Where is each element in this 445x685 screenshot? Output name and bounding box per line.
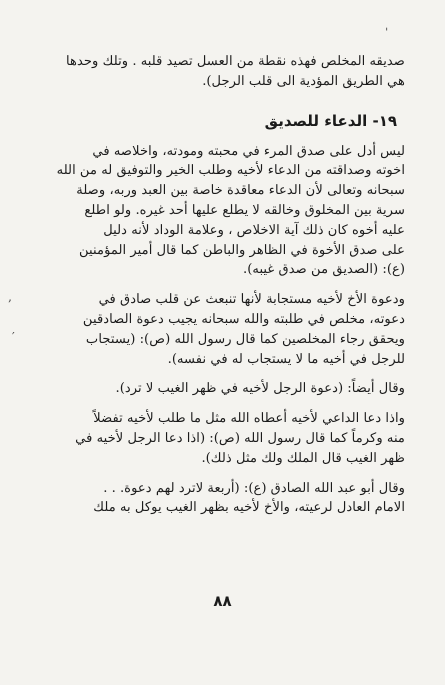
margin-mark: ˌ — [385, 18, 389, 32]
text-line: اخوته وصداقته من الدعاء لأخيه وطلب الخير والتوفيق له من الله — [56, 163, 405, 179]
text-line: (ع): (الصديق من صدق غيبه). — [243, 262, 405, 278]
text-line: صديقه المخلص فهذه نقطة من العسل تصيد قلبه . وتلك وحدها — [66, 54, 405, 69]
text-line: سرية بين المخلوق وخالقه لا يطلع عليها أحد غيره. ولو اطلع — [84, 202, 405, 218]
margin-mark: ‚ — [8, 290, 12, 304]
text-line: الامام العادل لرعيته، والأخ لأخيه بظهر الغيب يوكل به ملك — [93, 500, 405, 516]
paragraph-5 — [26, 479, 405, 519]
text-line: سبحانه وتعالى لأن الدعاء معاقدة خاصة بين العبد وربه، وصلة — [76, 183, 405, 199]
text-line: واذا دعا الداعي لأخيه أعطاه الله مثل ما طلب لأخيه تفضلاً — [93, 411, 405, 427]
text-line: هي الطريق المؤدية الى قلب الرجل). — [202, 73, 405, 89]
text-line: ظهر الغيب قال الملك ولك مثل ذلك). — [201, 450, 405, 466]
section-heading: ١٩- الدعاء للصديق — [264, 111, 397, 130]
paragraph-2 — [26, 290, 405, 369]
text-line: وقال أبو عبد الله الصادق (ع): (أربعة لاترد لهم دعوة. . . — [103, 480, 405, 496]
paragraph-1 — [26, 142, 405, 281]
text-line: للرجل في أخيه ما لا يستجاب له في نفسه). — [167, 351, 405, 367]
text-line: منه وكرماً كما قال رسول الله (ص): (اذا دعا الرجل لأخيه في — [75, 430, 405, 446]
text-line: وقال أيضاً: (دعوة الرجل لأخيه في ظهر الغيب لا ترد). — [115, 381, 405, 397]
text-line: على صدق الأخوة في الظاهر والباطن كما قال أمير المؤمنين — [79, 242, 405, 258]
margin-mark: ′ — [12, 330, 15, 344]
text-line: ودعوة الأخ لأخيه مستجابة لأنها تنبعث عن قلب صادق في — [98, 292, 405, 308]
paragraph-4 — [26, 409, 405, 468]
page-number: ٨٨ — [213, 592, 232, 610]
text-line: ويحقق رجاء المخلصين كما قال رسول الله (ص): (يستجاب — [85, 331, 405, 347]
top-paragraph — [26, 52, 405, 92]
text-line: عليه أخوه كان ذلك آية الاخلاص ، وعلامة الوداد لأنه دليل — [103, 222, 405, 238]
paragraph-3 — [26, 379, 405, 399]
text-line: ليس أدل على صدق المرء في محبته ومودته، واخلاصه في — [92, 143, 405, 159]
text-line: دعوته، مخلص في طلبته والله سبحانه يجيب دعوة الصادقين — [82, 311, 405, 327]
